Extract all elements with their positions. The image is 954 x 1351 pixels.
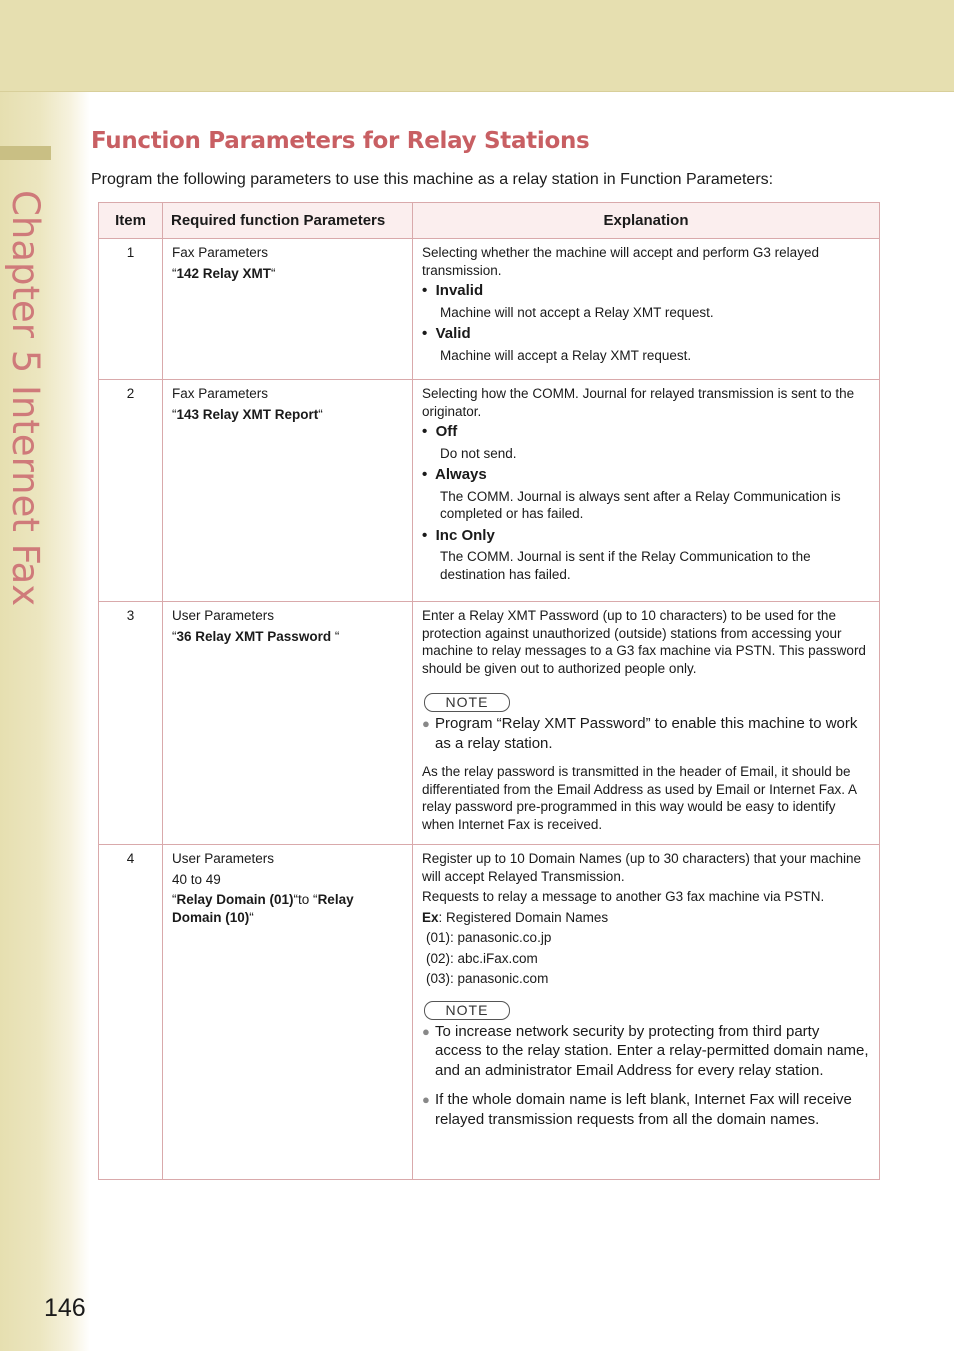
row-parameter: [163, 380, 413, 602]
intro-text: Program the following parameters to use this machine as a relay station in Function Parameters:: [91, 171, 774, 188]
explanation-intro: Selecting whether the machine will accept and perform G3 relayed transmission.: [422, 245, 819, 278]
param-name-line: “36 Relay XMT Password “: [172, 628, 340, 644]
row-explanation: [413, 239, 880, 380]
option-description: The COMM. Journal is sent if the Relay Communication to the destination has failed.: [440, 549, 811, 582]
explanation-intro: Register up to 10 Domain Names (up to 30 characters) that your machine will accept Relayed Transmission.: [422, 851, 861, 884]
param-name-line: “143 Relay XMT Report“: [172, 406, 323, 422]
header-item: Item: [99, 203, 163, 239]
param-name-line: “Relay Domain (01)“to “Relay Domain (10)“: [172, 892, 354, 925]
table-row: [99, 239, 880, 380]
bullet-dot-icon: ●: [422, 1023, 430, 1039]
option-description: Machine will accept a Relay XMT request.: [440, 347, 692, 363]
explanation-intro-2: Requests to relay a message to another G3 fax machine via PSTN.: [422, 889, 825, 904]
explanation-intro: Selecting how the COMM. Journal for relayed transmission is sent to the originator.: [422, 386, 855, 419]
table-row: [99, 845, 880, 1180]
row-item-number: 1: [99, 239, 163, 380]
header-band: [0, 0, 954, 92]
table-row: [99, 602, 880, 845]
example-domain: (01): panasonic.co.jp: [426, 930, 552, 945]
row-item-number: 3: [99, 602, 163, 845]
option-description: Machine will not accept a Relay XMT request.: [440, 304, 714, 320]
row-item-number: 2: [99, 380, 163, 602]
example-domain: (03): panasonic.com: [426, 971, 549, 986]
note-item: ● Program “Relay XMT Password” to enable this machine to work as a relay station.: [422, 715, 858, 752]
note-item: ● If the whole domain name is left blank, Internet Fax will receive relayed transmission requests from all the domain names.: [422, 1091, 852, 1128]
row-explanation: [413, 380, 880, 602]
param-group: User Parameters: [172, 851, 275, 866]
row-explanation: [413, 845, 880, 1180]
param-name: 36 Relay XMT Password: [176, 628, 332, 644]
param-group: Fax Parameters: [172, 245, 269, 260]
row-parameter: [163, 239, 413, 380]
option-label: • Always: [422, 466, 487, 483]
param-group: Fax Parameters: [172, 386, 269, 401]
explanation-extra: As the relay password is transmitted in the header of Email, it should be differentiated from the Email Address as used by Email or Internet Fax. A relay password pre-programmed in this way would be easy to identify when Internet Fax is received.: [422, 764, 857, 832]
option-label: • Inc Only: [422, 526, 495, 544]
table-row: [99, 380, 880, 602]
parameters-table: [98, 202, 880, 1180]
row-explanation: [413, 602, 880, 845]
example-heading: Ex: Registered Domain Names: [422, 909, 609, 925]
note-badge: NOTE: [424, 693, 510, 712]
row-item-number: 4: [99, 845, 163, 1180]
row-parameter: [163, 845, 413, 1180]
chapter-tab-marker: [0, 146, 51, 160]
page-number: 146: [44, 1294, 86, 1322]
note-badge: NOTE: [424, 1001, 510, 1020]
param-name: Relay Domain (01): [176, 892, 294, 907]
param-name: 142 Relay XMT: [176, 265, 272, 281]
option-label: • Invalid: [422, 282, 484, 299]
row-parameter: [163, 602, 413, 845]
header-params: Required function Parameters: [163, 203, 413, 239]
bullet-dot-icon: ●: [422, 716, 430, 731]
param-group: User Parameters: [172, 608, 275, 623]
table-header-row: [99, 203, 880, 239]
option-label: • Valid: [422, 325, 471, 342]
header-explanation: Explanation: [413, 203, 880, 239]
explanation-intro: Enter a Relay XMT Password (up to 10 characters) to be used for the protection against unauthorized (outside) stations from accessing your machine to relay messages to a G3 fax machine via PSTN. This password should be given out to authorized people only.: [422, 608, 866, 676]
option-label: • Off: [422, 423, 458, 440]
option-description: Do not send.: [440, 445, 517, 461]
param-range: 40 to 49: [172, 871, 221, 887]
param-name-line: “142 Relay XMT“: [172, 265, 276, 281]
chapter-label: Chapter 5 Internet Fax: [4, 190, 47, 607]
page-title: Function Parameters for Relay Stations: [91, 128, 590, 154]
example-domain: (02): abc.iFax.com: [426, 950, 538, 966]
param-name: Relay Domain (10): [172, 892, 354, 925]
note-item: ● To increase network security by protecting from third party access to the relay station. Enter a relay-permitted domain name, and an administrator Email Address for every relay station.: [422, 1022, 869, 1079]
bullet-dot-icon: ●: [422, 1092, 430, 1107]
option-description: The COMM. Journal is always sent after a Relay Communication is completed or has failed.: [440, 488, 841, 521]
param-name: 143 Relay XMT Report: [176, 406, 319, 422]
